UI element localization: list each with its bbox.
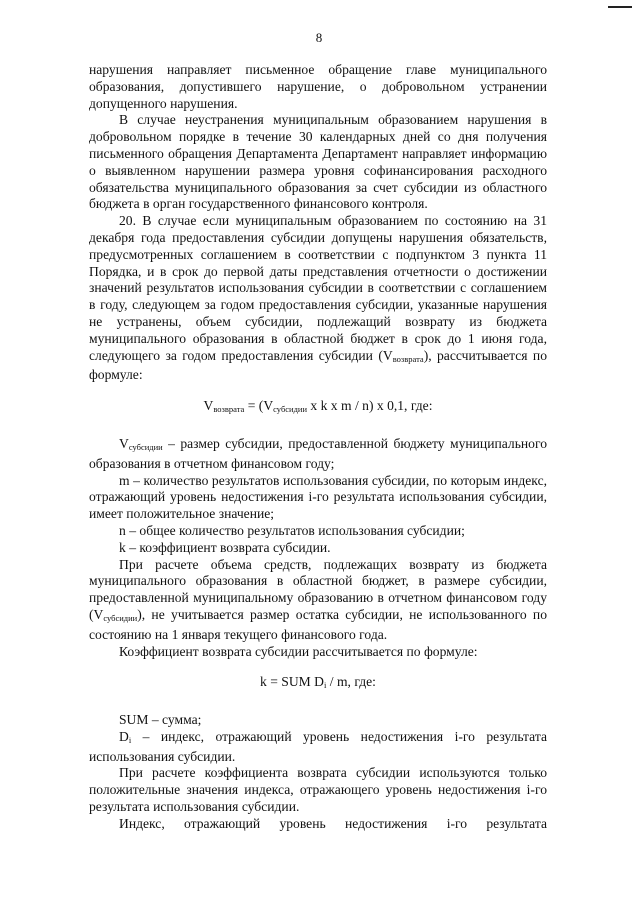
- paragraph-text: ), не учитывается размер остатка субсидии, не использованного по состоянию на 1 января текущего финансового года.: [89, 606, 547, 642]
- subscript: возврата: [392, 353, 424, 364]
- definition-text: – индекс, отражающий уровень недостижения i-го результата использования субсидии.: [89, 728, 547, 764]
- paragraph: В случае неустранения муниципальным образованием нарушения в добровольном порядке в течение 30 календарных дней со дня получения письменного обращения Департамента Департамент направляет информацию о выявленном нарушении размера уровня софинансирования расходного обязательства муниципального образования за счет субсидии из областного бюджета в орган государственного финансового контроля.: [89, 112, 547, 212]
- formula-text: k = SUM D: [260, 674, 324, 690]
- paragraph: При расчете коэффициента возврата субсидии используются только положительные значения индекса, отражающего уровень недостижения i-го результата использования субсидии.: [89, 765, 547, 815]
- subscript: субсидии: [128, 441, 163, 452]
- paragraph: нарушения направляет письменное обращение главе муниципального образования, допустившего нарушение, о добровольном устранении допущенного нарушения.: [89, 62, 547, 111]
- subscript: i: [324, 680, 327, 691]
- paragraph: Коэффициент возврата субсидии рассчитывается по формуле:: [119, 643, 478, 659]
- paragraph-text: 20. В случае если муниципальным образованием по состоянию на 31 декабря года предоставления субсидии допущены нарушения обязательств, предусмотренных соглашением в соответствии с подпунктом 3 пункта 11 Порядка, и в срок до первой даты представления отчетности о достижении значений результатов использования субсидии в соответствии с соглашением в году, следующем за годом предоставления субсидии, указанные нарушения не устранены, объем субсидии, подлежащий возврату из бюджета муниципального образования в областной бюджет в срок до 1 июня года, следующего за годом предоставления субсидии (V: [89, 213, 547, 363]
- formula-text: V: [203, 398, 214, 414]
- paragraph-text: ), рассчитывается по формуле:: [89, 347, 547, 383]
- formula-refund: [89, 398, 547, 418]
- subscript: субсидии: [103, 612, 138, 623]
- definition: m – количество результатов использования субсидии, по которым индекс, отражающий уровень недостижения i-го результата использования субсидии, имеет положительное значение;: [89, 472, 547, 522]
- subscript: i: [128, 734, 132, 745]
- page-number: 8: [315, 30, 323, 45]
- definition: SUM – сумма;: [119, 712, 202, 728]
- subscript: возврата: [213, 404, 245, 415]
- paragraph-20: [89, 213, 547, 384]
- definition-text: V: [119, 435, 129, 451]
- definition: n – общее количество результатов использования субсидии;: [119, 522, 465, 538]
- formula-coefficient: [89, 674, 547, 694]
- definition-text: – размер субсидии, предоставленной бюджету муниципального образования в отчетном финансовом году;: [89, 435, 547, 471]
- paragraph-text: При расчете объема средств, подлежащих возврату из бюджета муниципального образования в областной бюджет, в размере субсидии, предоставленной муниципальному образованию в отчетном финансовом году (V: [89, 556, 547, 622]
- definition: [89, 436, 547, 473]
- definition: k – коэффициент возврата субсидии.: [119, 539, 331, 555]
- definition-text: D: [119, 728, 129, 744]
- subscript: субсидии: [273, 404, 308, 415]
- definition: [89, 729, 547, 766]
- document-body: [89, 62, 547, 833]
- paragraph: Индекс, отражающий уровень недостижения i-го результата: [119, 815, 547, 831]
- formula-text: / m, где:: [326, 674, 376, 690]
- formula-text: = (V: [244, 398, 274, 414]
- paragraph: [89, 557, 547, 644]
- formula-text: x k x m / n) x 0,1, где:: [307, 398, 433, 414]
- scan-artifact-mark: [608, 6, 632, 8]
